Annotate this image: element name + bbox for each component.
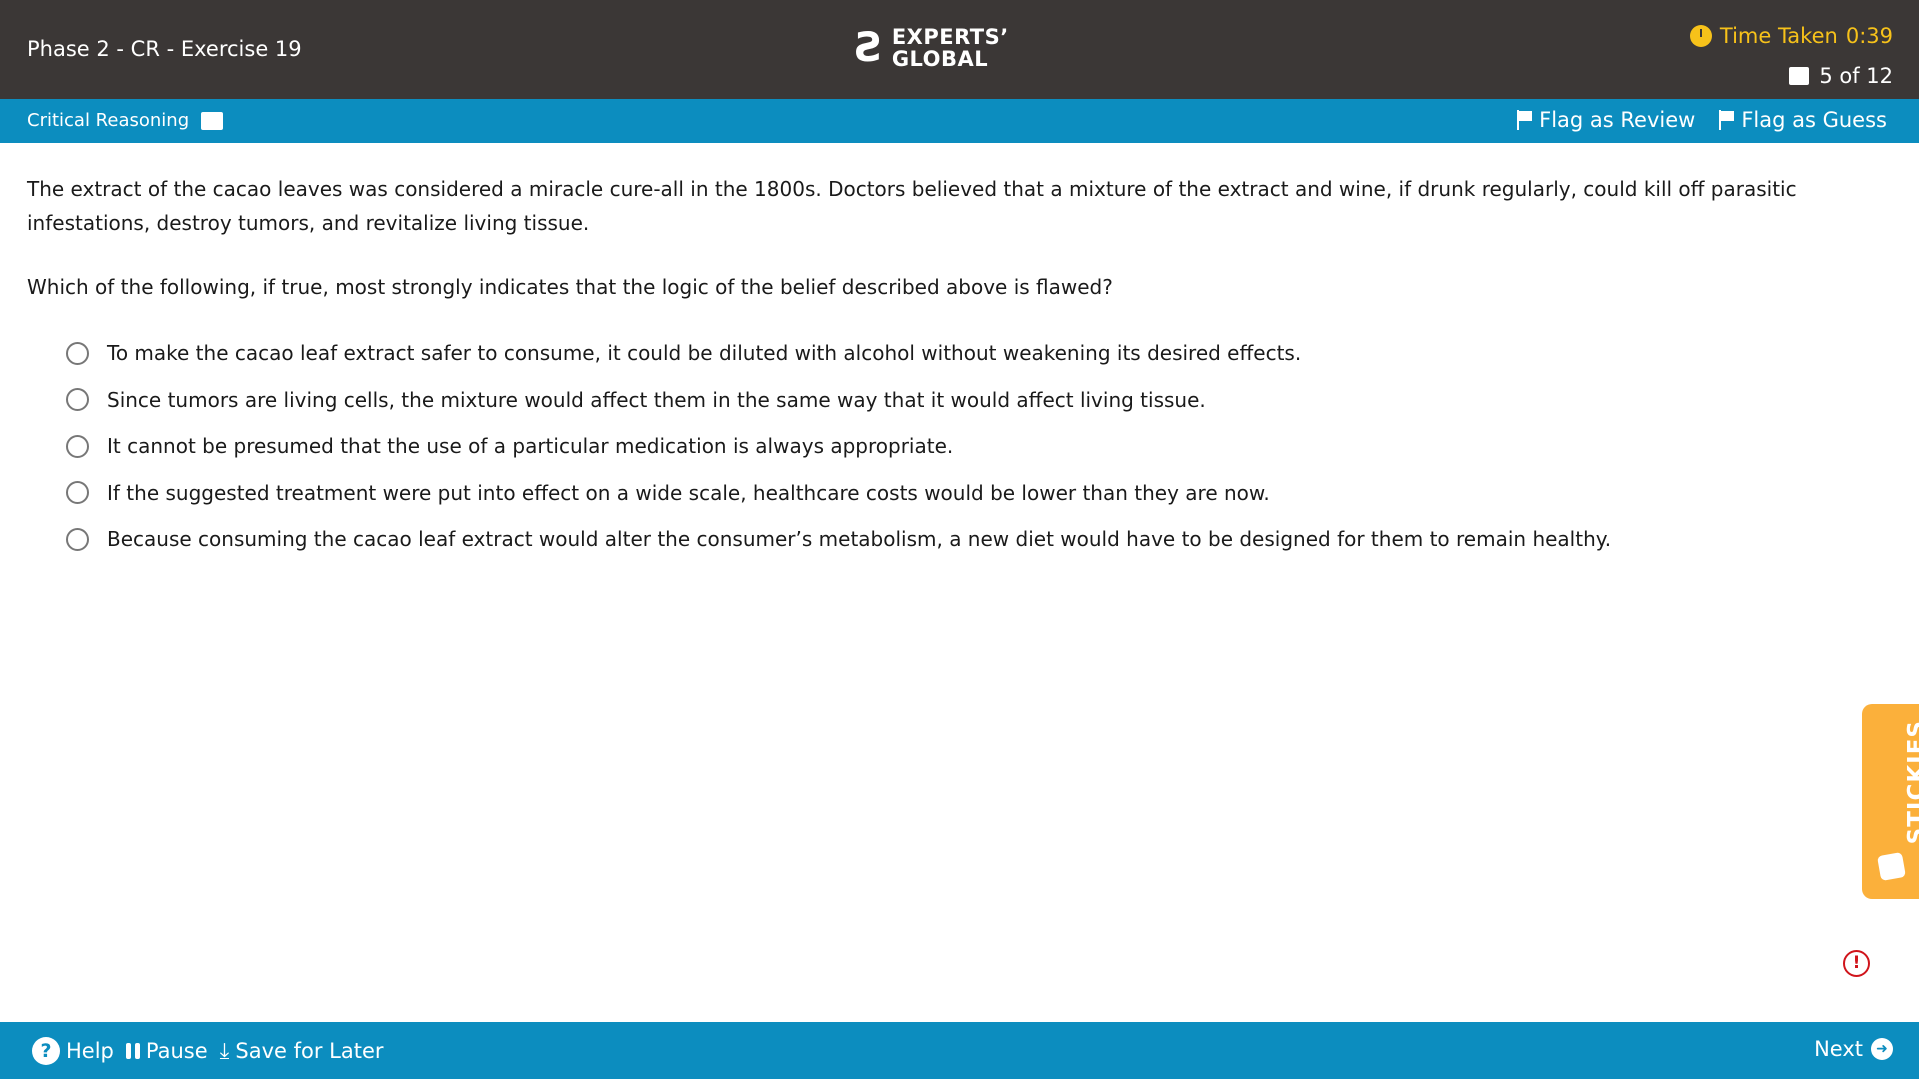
- time-taken: [1690, 24, 1893, 48]
- answer-option-d[interactable]: [66, 470, 1611, 517]
- pause-label: Pause: [145, 1039, 208, 1063]
- option-text: If the suggested treatment were put into effect on a wide scale, healthcare costs would be lower than they are now.: [107, 480, 1270, 505]
- help-label: Help: [66, 1039, 114, 1063]
- experts-global-logo: [855, 26, 1009, 70]
- logo-text-1: EXPERTS’: [891, 25, 1009, 49]
- option-text: Since tumors are living cells, the mixture would affect them in the same way that it would affect living tissue.: [107, 387, 1206, 412]
- question-stack-icon: [1789, 67, 1809, 85]
- flag-review-label: Flag as Review: [1539, 108, 1696, 132]
- logo-mark-icon: Ƨ: [855, 25, 884, 71]
- radio-button[interactable]: [66, 481, 89, 504]
- save-label: Save for Later: [235, 1039, 384, 1063]
- logo-text-2: GLOBAL: [891, 47, 989, 71]
- answer-option-e[interactable]: [66, 516, 1611, 563]
- question-stem: Which of the following, if true, most strongly indicates that the logic of the belief described above is flawed?: [27, 275, 1113, 299]
- help-button[interactable]: [32, 1037, 114, 1065]
- section-name: Critical Reasoning: [27, 110, 190, 131]
- flag-icon: [1719, 110, 1735, 130]
- presentation-board-icon: [201, 112, 223, 130]
- progress-text: 5 of 12: [1819, 64, 1893, 88]
- flag-guess-label: Flag as Guess: [1741, 108, 1887, 132]
- time-value: 0:39: [1845, 24, 1893, 48]
- answer-option-c[interactable]: [66, 423, 1611, 470]
- help-icon: ?: [32, 1037, 60, 1065]
- exercise-title: Phase 2 - CR - Exercise 19: [27, 37, 302, 61]
- stickies-label: STICKIES: [1903, 720, 1930, 845]
- next-button[interactable]: [1814, 1037, 1893, 1061]
- answer-options: [66, 330, 1611, 563]
- clock-icon: [1690, 25, 1712, 47]
- next-label: Next: [1814, 1037, 1863, 1061]
- answer-option-b[interactable]: [66, 377, 1611, 424]
- question-counter: [1789, 64, 1893, 88]
- sticky-note-icon: [1877, 852, 1906, 881]
- radio-button[interactable]: [66, 342, 89, 365]
- radio-button[interactable]: [66, 388, 89, 411]
- top-bar: [0, 0, 1919, 99]
- passage: The extract of the cacao leaves was considered a miracle cure-all in the 1800s. Doctors believed that a mixture of the extract and wine, if drunk regularly, could kill off parasitic infestations, destroy tumors, and revitalize living tissue.: [27, 177, 1797, 235]
- option-text: It cannot be presumed that the use of a particular medication is always appropriate.: [107, 434, 954, 459]
- pause-button[interactable]: [126, 1039, 208, 1063]
- option-text: To make the cacao leaf extract safer to consume, it could be diluted with alcohol without weakening its desired effects.: [107, 341, 1302, 366]
- report-error-icon[interactable]: !: [1843, 950, 1870, 977]
- download-icon: ⤓: [219, 1038, 230, 1064]
- flag-as-review-button[interactable]: [1517, 108, 1695, 132]
- arrow-right-icon: ➜: [1871, 1038, 1893, 1060]
- footer-bar: [0, 1022, 1919, 1079]
- radio-button[interactable]: [66, 528, 89, 551]
- answer-option-a[interactable]: [66, 330, 1611, 377]
- flag-as-guess-button[interactable]: [1719, 108, 1887, 132]
- time-label: Time Taken: [1719, 24, 1838, 48]
- pause-icon: [126, 1043, 140, 1059]
- section-bar: [0, 99, 1919, 143]
- save-for-later-button[interactable]: [220, 1039, 384, 1064]
- radio-button[interactable]: [66, 435, 89, 458]
- option-text: Because consuming the cacao leaf extract would alter the consumer’s metabolism, a new diet would have to be designed for them to remain healthy.: [107, 527, 1612, 552]
- stickies-tab[interactable]: [1862, 704, 1930, 899]
- flag-icon: [1517, 110, 1533, 130]
